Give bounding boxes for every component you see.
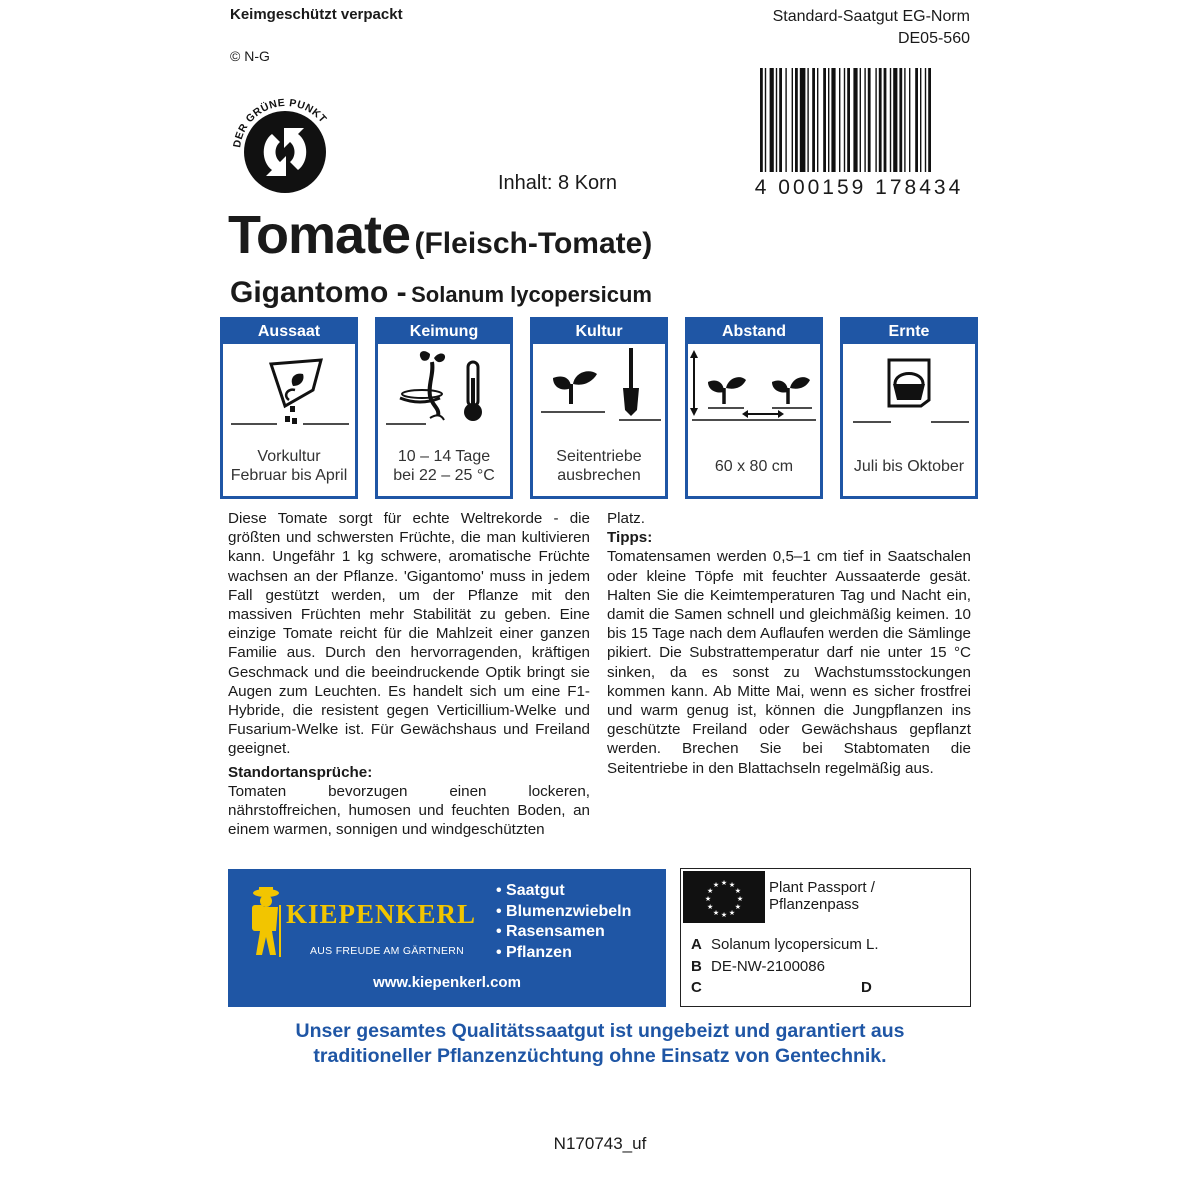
svg-text:★: ★	[720, 880, 728, 887]
panel-ernte	[840, 317, 978, 499]
product-title	[228, 204, 652, 266]
standard-info	[773, 6, 970, 50]
svg-text:DER GRÜNE PUNKT: DER GRÜNE PUNKT	[231, 96, 329, 149]
panel-text	[688, 438, 820, 494]
brand-box	[228, 869, 666, 1007]
panel-title: Ernte	[843, 320, 975, 344]
panel-text-line1: 10 – 14 Tage	[397, 448, 491, 465]
panel-text	[843, 438, 975, 494]
description-column-right	[607, 509, 971, 778]
standort-continuation: Platz.	[607, 510, 645, 527]
copyright: © N-G	[230, 48, 270, 64]
brand-product-list	[496, 881, 631, 963]
product-name: Tomate	[228, 205, 411, 265]
panel-text	[533, 438, 665, 494]
standort-text: Tomaten bevorzugen einen lockeren, nährstoffreichen, humosen und feuchten Boden, an einem warmen, sonnigen und windgeschützten	[228, 782, 590, 839]
content-count: Inhalt: 8 Korn	[498, 172, 617, 194]
panel-text	[378, 438, 510, 494]
panel-text-line2: bei 22 – 25 °C	[393, 467, 495, 484]
latin-name: Solanum lycopersicum	[411, 282, 652, 307]
passport-title-line1: Plant Passport /	[769, 879, 875, 896]
panel-abstand	[685, 317, 823, 499]
quality-line1: Unser gesamtes Qualitätssaatgut ist ungebeizt und garantiert aus	[295, 1020, 905, 1042]
svg-text:★: ★	[712, 882, 720, 890]
brand-list-item: • Blumenzwiebeln	[496, 902, 631, 923]
passport-title-line2: Pflanzenpass	[769, 896, 860, 913]
panel-text	[223, 438, 355, 494]
panel-text-line1: 60 x 80 cm	[714, 457, 794, 475]
panel-title: Aussaat	[223, 320, 355, 344]
svg-text:★: ★	[728, 909, 736, 917]
svg-text:★: ★	[734, 888, 741, 895]
variety-name: Gigantomo -	[230, 276, 407, 309]
panel-aussaat	[220, 317, 358, 499]
plant-spade-icon	[533, 344, 665, 434]
panel-title: Keimung	[378, 320, 510, 344]
tipps-text: Tomatensamen werden 0,5–1 cm tief in Saatschalen oder kleine Töpfe mit feuchter Aussaaterde gesät. Halten Sie die Keimtemperaturen Tag und Nacht ein, damit die Samen schnell und gleichmäßig keimen. 10 bis 15 Tage nach dem Auflaufen werden die Sämlinge pikiert. Die Substrattemperatur darf nie unter 15 °C sinken, da es sonst zu Wachstumsstockungen kommen kann. Ab Mitte Mai, wenn es sicher frostfrei und warm genug ist, können die Jungpflanzen ins geschützte Freiland oder Gewächshaus gepflanzt werden. Brechen Sie bei Stabtomaten die Seitentriebe in den Blattachseln regelmäßig aus.	[607, 548, 971, 777]
product-subtitle	[230, 276, 652, 310]
protection-note: Keimgeschützt verpackt	[230, 6, 403, 23]
panel-text-line1: Seitentriebe	[556, 448, 642, 465]
green-dot-logo	[226, 90, 344, 198]
seed-packet-icon	[223, 344, 355, 434]
panel-text-line1: Juli bis Oktober	[853, 457, 965, 475]
passport-row-c: C	[691, 979, 702, 996]
passport-title	[769, 879, 875, 913]
svg-text:★: ★	[704, 896, 712, 903]
harvest-basket-icon	[843, 344, 975, 434]
svg-text:★: ★	[712, 909, 720, 917]
brand-list-item: • Rasensamen	[496, 922, 631, 943]
kiepenkerl-figure-icon	[246, 885, 286, 959]
passport-row-b: B DE-NW-2100086	[691, 958, 825, 975]
panel-text-line2: Februar bis April	[230, 467, 348, 484]
eu-flag-icon	[683, 871, 765, 923]
panel-text-line1: Vorkultur	[257, 448, 321, 465]
product-type: (Fleisch-Tomate)	[414, 227, 653, 260]
standard-line-2: DE05-560	[897, 30, 970, 47]
svg-text:★: ★	[734, 904, 741, 911]
tipps-heading: Tipps:	[607, 529, 653, 547]
svg-text:★: ★	[707, 904, 714, 911]
brand-url[interactable]: www.kiepenkerl.com	[373, 974, 521, 991]
intro-text: Diese Tomate sorgt für echte Weltrekorde - die größten und schwersten Früchte, die man kultivieren kann. Ungefähr 1 kg schwere, aromatische Früchte wachsen an der Pflanze. 'Gigantomo' muss in jedem Fall gestützt werden, um der Pflanze mit den massiven Früchten mehr Stabilität zu geben. Eine einzige Tomate reicht für die Mahlzeit einer ganzen Familie aus. Durch den hervorragenden, kräftigen Geschmack und die beeindruckende Optik bringt sie Augen zum Leuchten. Es handelt sich um eine F1-Hybride, die resistent gegen Verticillium-Welke und Fusarium-Welke ist. Für Gewächshaus und Freiland geeignet.	[228, 510, 590, 758]
description-column-left	[228, 509, 590, 857]
seedling-thermometer-icon	[378, 344, 510, 434]
brand-list-item: • Saatgut	[496, 881, 631, 902]
barcode-number: 4 000159 178434	[754, 176, 964, 199]
panel-title: Abstand	[688, 320, 820, 344]
brand-name: KIEPENKERL	[286, 899, 477, 929]
passport-row-a: A Solanum lycopersicum L.	[691, 936, 879, 953]
panel-text-line2: ausbrechen	[557, 467, 641, 484]
svg-text:★: ★	[736, 896, 744, 903]
standard-line-1: Standard-Saatgut EG-Norm	[772, 8, 970, 25]
article-code: N170743_uf	[553, 1134, 647, 1153]
svg-text:★: ★	[720, 912, 728, 919]
standort-heading: Standortansprüche:	[228, 763, 373, 781]
quality-line2: traditioneller Pflanzenzüchtung ohne Einsatz von Gentechnik.	[313, 1045, 887, 1067]
panel-keimung	[375, 317, 513, 499]
passport-row-d: D	[861, 979, 872, 996]
quality-statement	[228, 1019, 972, 1069]
brand-list-item: • Pflanzen	[496, 943, 631, 964]
spacing-icon	[688, 344, 820, 434]
panel-kultur	[530, 317, 668, 499]
svg-text:★: ★	[707, 888, 714, 895]
svg-text:★: ★	[728, 882, 736, 890]
plant-passport	[680, 868, 971, 1007]
panel-title: Kultur	[533, 320, 665, 344]
brand-tagline: AUS FREUDE AM GÄRTNERN	[310, 945, 465, 957]
